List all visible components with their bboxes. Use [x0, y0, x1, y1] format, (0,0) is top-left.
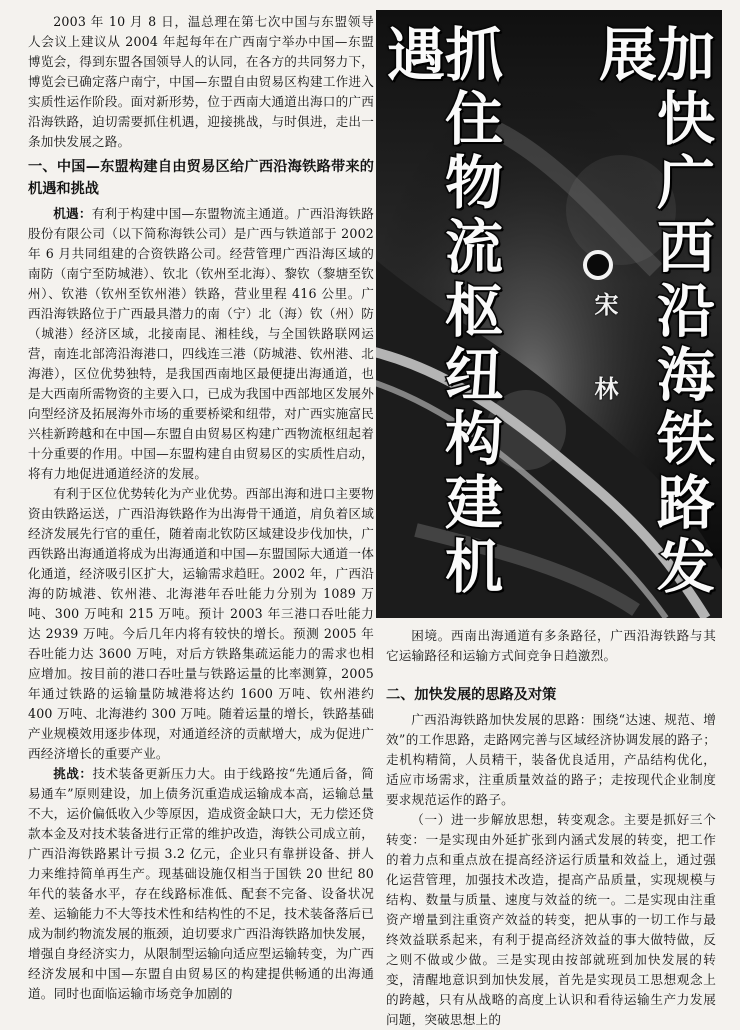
paragraph-step-one: （一）进一步解放思想，转变观念。主要是抓好三个转变：一是实现由外延扩张到内涵式发展的转变，把工作的着力点和重点放在提高经济运行质量和效益上，通过强化运营管理，加强技术改造，提高产品质量，实现规模与结构、数量与质量、速度与效益的统一。二是实现由注重资产增量到注重资产效益的转变，把从事的一切工作与最终效益联系起来，有利于提高经济效益的事大做特做，反之则不做或少做。三是实现由按部就班到加快发展的转变，清醒地意识到加快发展，首先是实现员工思想观念上的跨越，只有从战略的高度上认识和看待运输生产力发展问题，突破思想上的	[386, 812, 716, 1027]
lead-opportunity: 机遇：	[53, 206, 92, 221]
article-title: 加快广西沿海铁路发展	[589, 24, 715, 600]
intro-paragraph: 2003 年 10 月 8 日，温总理在第七次中国与东盟领导人会议上建议从 2004 年起每年在广西南宁举办中国—东盟博览会，得到东盟各国领导人的认同，在各方的共同努力下，博览会已确定落户南宁，中国—东盟自由贸易区构建工作进入实质性运作阶段。面对新形势，位于西南大通道出海口的广西沿海铁路，迫切需要抓住机遇，迎接挑战，与时俱进，走出一条加快发展之路。	[28, 14, 374, 149]
paragraph-challenge	[28, 764, 374, 1004]
paragraph-strategy: 广西沿海铁路加快发展的思路：围绕“达速、规范、增效”的工作思路，走路网完善与区域经济协调发展的路子；走机构精简，人员精干，装备优良适用，产品结构优化，适应市场需求，注重质量效益的路子；走按现代企业制度要求规范运作的路子。	[386, 712, 716, 807]
author-name: 宋 林	[590, 292, 618, 416]
right-column	[386, 626, 716, 1030]
article-subtitle: 抓住物流枢纽构建机遇	[377, 24, 503, 600]
paragraph-industry-advantage: 有利于区位优势转化为产业优势。西部出海和进口主要物资由铁路运送，广西沿海铁路作为出海骨干通道，肩负着区域经济发展先行官的重任，随着南北钦防区域建设步伐加快，广西铁路出海通道将成为出海通道和中国—东盟国际大通道一体化通道，经济吸引区扩大，运输需求趋旺。2002 年，广西沿海的防城港、钦州港、北海港年吞吐能力分别为 1089 万吨、300 万吨和 215 万吨。预计 2003 年三港口吞吐能力达 2939 万吨。今后几年内将有较快的增长。预测 2005 年吞吐能力达 3600 万吨，对后方铁路集疏运能力的需求也相应增加。按目前的港口吞吐量与铁路运量的比率测算，2005 年通过铁路的运输量防城港将达约 1600 万吨、钦州港约 400 万吨、北海港约 300 万吨。随着运量的增长，铁路基础产业规模效用逐步体现，对通道经济的贡献增大，成为促进广西经济增长的重要产业。	[28, 486, 374, 761]
section-heading-2: 二、加快发展的思路及对策	[386, 687, 557, 703]
title-banner	[376, 10, 722, 618]
lead-challenge: 挑战：	[53, 766, 93, 781]
section-heading-1: 一、中国—东盟构建自由贸易区给广西沿海铁路带来的机遇和挑战	[28, 159, 374, 197]
paragraph-opportunity	[28, 204, 374, 484]
author-circle-icon	[583, 250, 613, 280]
left-column	[28, 12, 374, 1004]
paragraph-opportunity-text: 有利于构建中国—东盟物流主通道。广西沿海铁路股份有限公司（以下简称海铁公司）是广西与铁道部于 2002 年 6 月共同组建的合资铁路公司。经营管理广西沿海区域的南防（南宁至防城港）、钦北（钦州至北海）、黎钦（黎塘至钦州）、钦港（钦州至钦州港）铁路，营业里程 416 公里。广西沿海铁路位于广西最具潜力的南（宁）北（海）钦（州）防（城港）经济区域，北接南昆、湘桂线，与全国铁路联网运营，南连北部湾沿海港口，四线连三港（防城港、钦州港、北海港），区位优势独特，是我国西南地区最便捷出海通道，也是大西南所需物资的主要入口，已成为我国中西部地区发展外向型经济及拓展海外市场的重要桥梁和纽带，对广西实施富民兴桂新跨越和在中国—东盟自由贸易区构建广西物流枢纽起着十分重要的作用。中国—东盟构建自由贸易区的实质性启动，将有力地促进通道经济的发展。	[28, 206, 374, 481]
paragraph-challenge-text: 技术装备更新压力大。由于线路按“先通后备，简易通车”原则建设，加上债务沉重造成运输成本高，运输总量不大，运价偏低收入少等原因，造成资金缺口大，无力偿还贷款本金及对技术装备进行正常的维护改造，海铁公司成立前，广西沿海铁路累计亏损 3.2 亿元，企业只有靠拼设备、拼人力来维持简单再生产。现基础设施仅相当于国铁 20 世纪 80 年代的装备水平，存在线路标准低、配套不完备、设备状况差、运输能力不大等技术性和结构性的不足，技术装备落后已成为制约物流发展的瓶颈，迫切要求广西沿海铁路加快发展，增强自身经济实力，从限制型运输向适应型运输转变，为广西经济发展和中国—东盟自由贸易区的构建提供畅通的出海通道。同时也面临运输市场竞争加剧的	[28, 766, 374, 1001]
paragraph-continued: 困境。西南出海通道有多条路径，广西沿海铁路与其它运输路径和运输方式间竞争日趋激烈。	[386, 628, 716, 663]
